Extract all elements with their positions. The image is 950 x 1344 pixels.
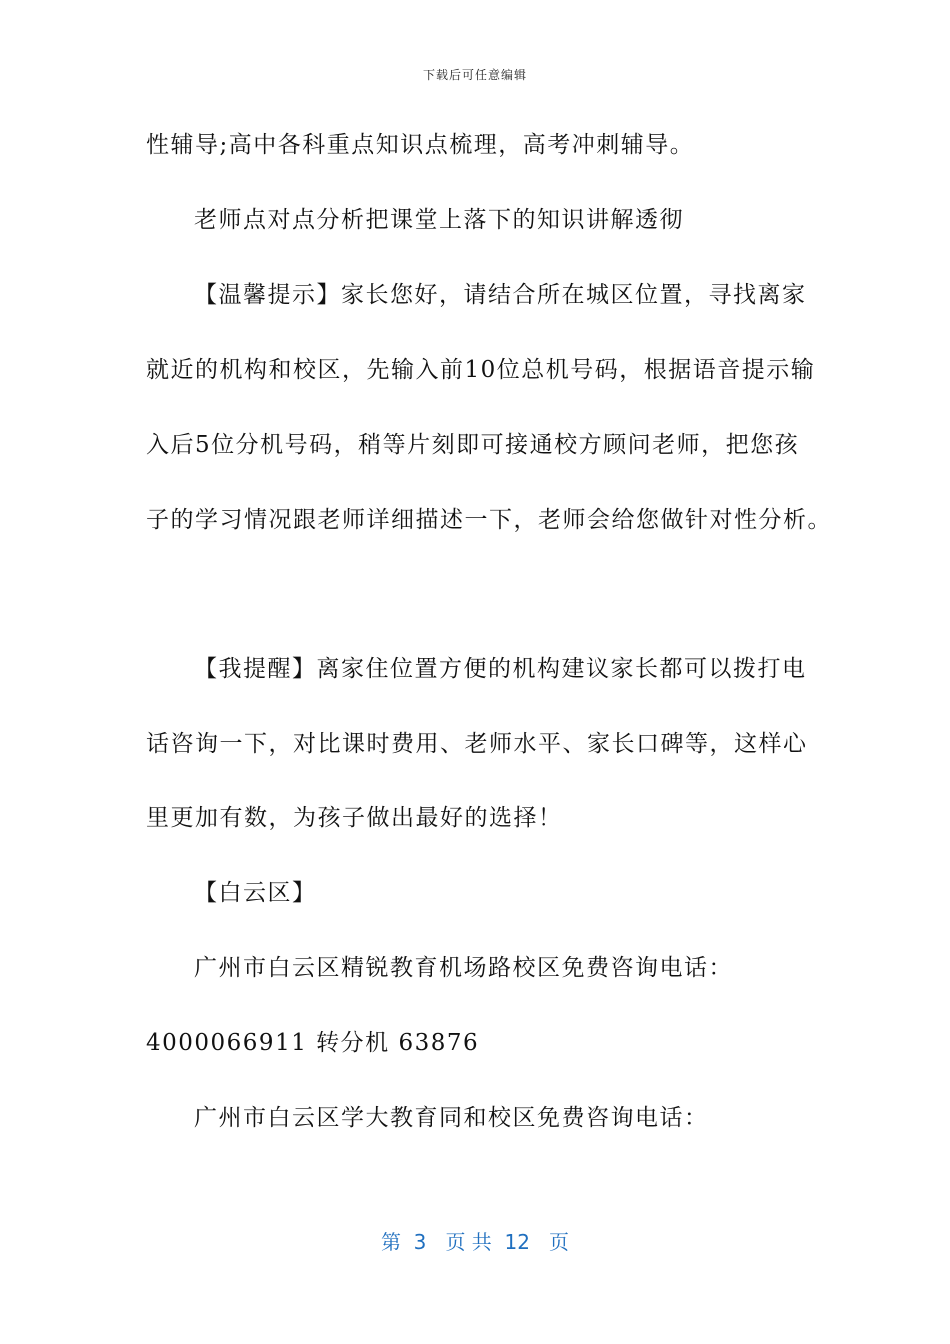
paragraph-line: 【我提醒】离家住位置方便的机构建议家长都可以拨打电 <box>194 656 807 682</box>
paragraph-line: 里更加有数，为孩子做出最好的选择！ <box>146 805 563 831</box>
paragraph-line: 子的学习情况跟老师详细描述一下，老师会给您做针对性分析。 <box>146 507 832 533</box>
paragraph-line: 性辅导;高中各科重点知识点梳理，高考冲刺辅导。 <box>146 132 695 158</box>
paragraph-line: 入后5位分机号码，稍等片刻即可接通校方顾问老师，把您孩 <box>146 432 800 458</box>
paragraph-line: 就近的机构和校区，先输入前10位总机号码，根据语音提示输 <box>146 357 816 383</box>
paragraph-line: 广州市白云区学大教育同和校区免费咨询电话： <box>194 1105 709 1131</box>
paragraph-line: 话咨询一下，对比课时费用、老师水平、家长口碑等，这样心 <box>146 731 808 757</box>
phone-number-line: 4000066911 转分机 63876 <box>146 1030 480 1056</box>
paragraph-line: 老师点对点分析把课堂上落下的知识讲解透彻 <box>194 207 684 233</box>
section-heading: 【白云区】 <box>194 880 317 906</box>
page-header: 下载后可任意编辑 <box>422 68 527 82</box>
paragraph-line: 【温馨提示】家长您好，请结合所在城区位置，寻找离家 <box>194 282 807 308</box>
page-footer: 第 3 页 共 12 页 <box>380 1230 570 1254</box>
paragraph-line: 广州市白云区精锐教育机场路校区免费咨询电话： <box>194 955 733 981</box>
